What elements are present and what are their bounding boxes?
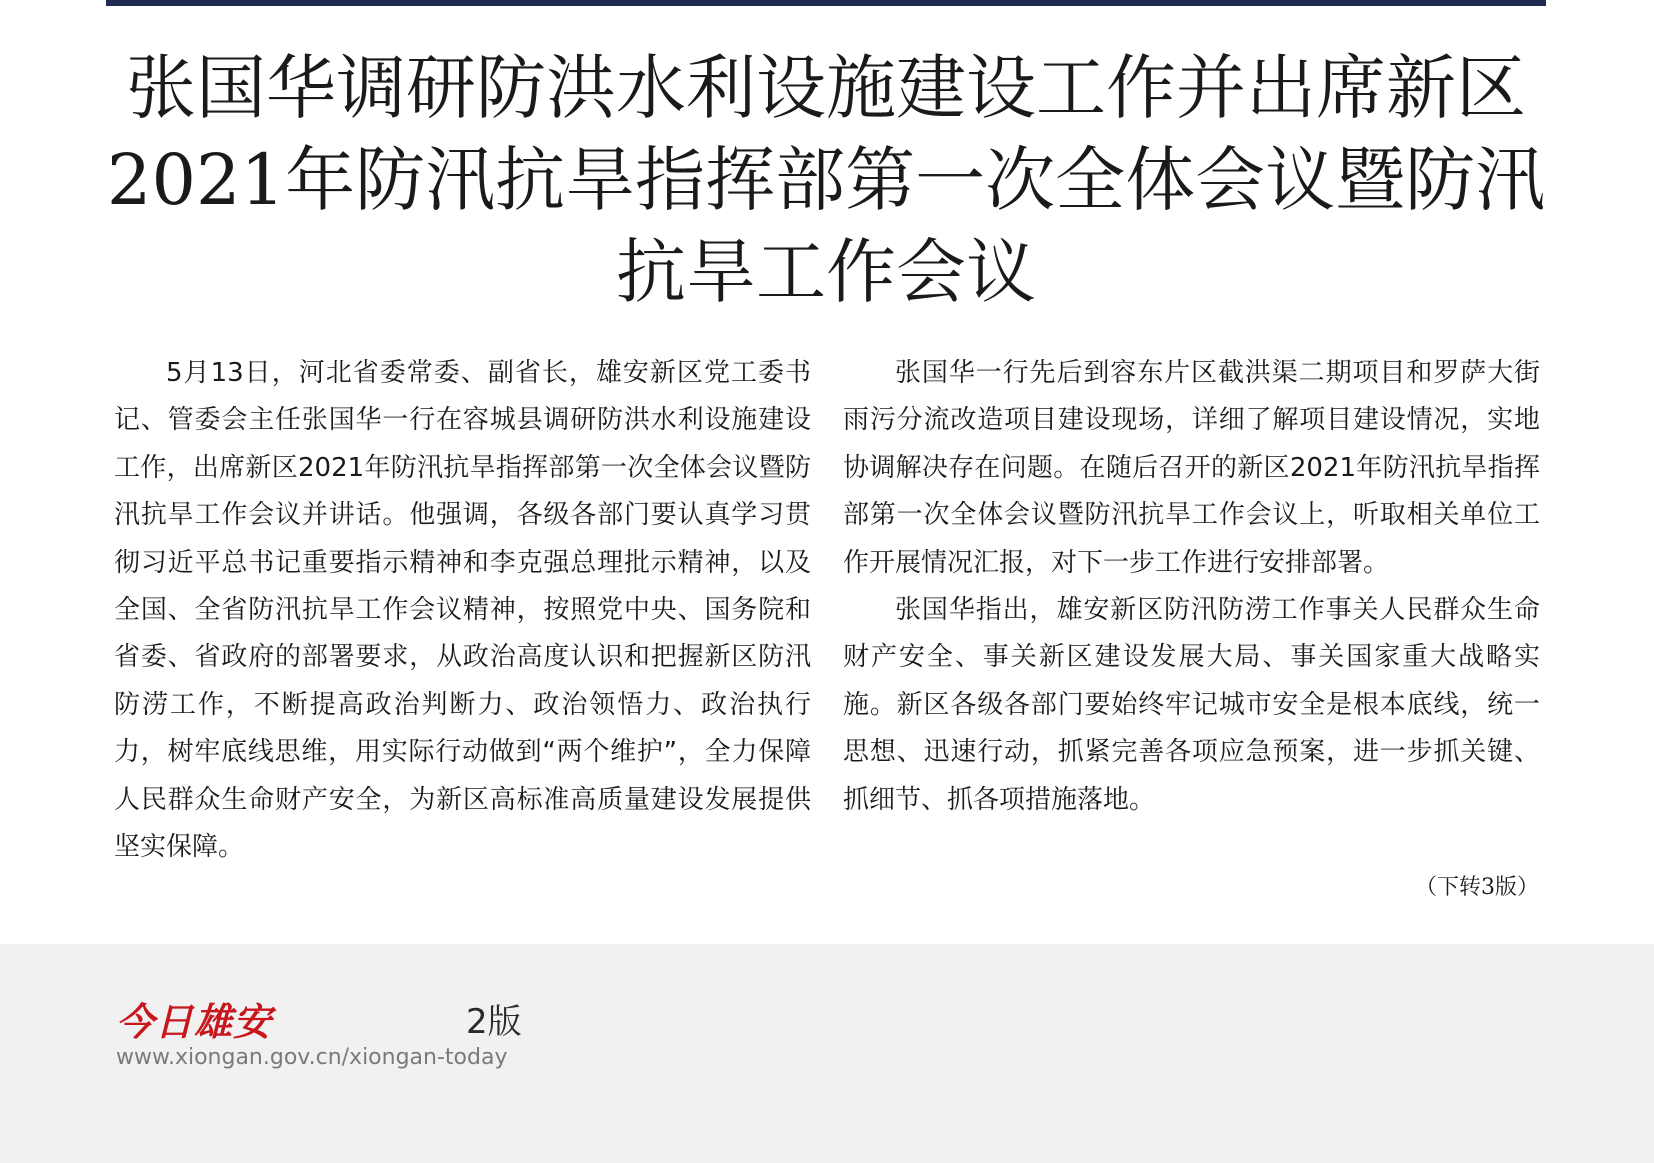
article-column-left: [114, 350, 811, 871]
edition-number: 2版: [466, 1002, 522, 1042]
continued-on-page-note: （下转3版）: [1415, 875, 1539, 900]
article-paragraph: 张国华指出，雄安新区防汛防涝工作事关人民群众生命财产安全、事关新区建设发展大局、事关国家重大战略实施。新区各级各部门要始终牢记城市安全是根本底线，统一思想、迅速行动，抓紧完善各项应急预案，进一步抓关键、抓细节、抓各项措施落地。: [843, 595, 1540, 815]
article-paragraph: 5月13日，河北省委常委、副省长，雄安新区党工委书记、管委会主任张国华一行在容城县调研防洪水利设施建设工作，出席新区2021年防汛抗旱指挥部第一次全体会议暨防汛抗旱工作会议并讲话。他强调，各级各部门要认真学习贯彻习近平总书记重要指示精神和李克强总理批示精神，以及全国、全省防汛抗旱工作会议精神，按照党中央、国务院和省委、省政府的部署要求，从政治高度认识和把握新区防汛防涝工作，不断提高政治判断力、政治领悟力、政治执行力，树牢底线思维，用实际行动做到“两个维护”，全力保障人民群众生命财产安全，为新区高标准高质量建设发展提供坚实保障。: [114, 358, 811, 863]
top-accent-bar: [106, 0, 1546, 6]
brand-logo: 今日雄安: [116, 999, 273, 1044]
article-headline: 张国华调研防洪水利设施建设工作并出席新区2021年防汛抗旱指挥部第一次全体会议暨防汛抗旱工作会议: [106, 47, 1546, 313]
article-column-right: [843, 350, 1540, 824]
article-paragraph: 张国华一行先后到容东片区截洪渠二期项目和罗萨大街雨污分流改造项目建设现场，详细了解项目建设情况，实地协调解决存在问题。在随后召开的新区2021年防汛抗旱指挥部第一次全体会议暨防汛抗旱工作会议上，听取相关单位工作开展情况汇报，对下一步工作进行安排部署。: [843, 358, 1540, 578]
site-url-link[interactable]: www.xiongan.gov.cn/xiongan-today: [116, 1045, 508, 1070]
